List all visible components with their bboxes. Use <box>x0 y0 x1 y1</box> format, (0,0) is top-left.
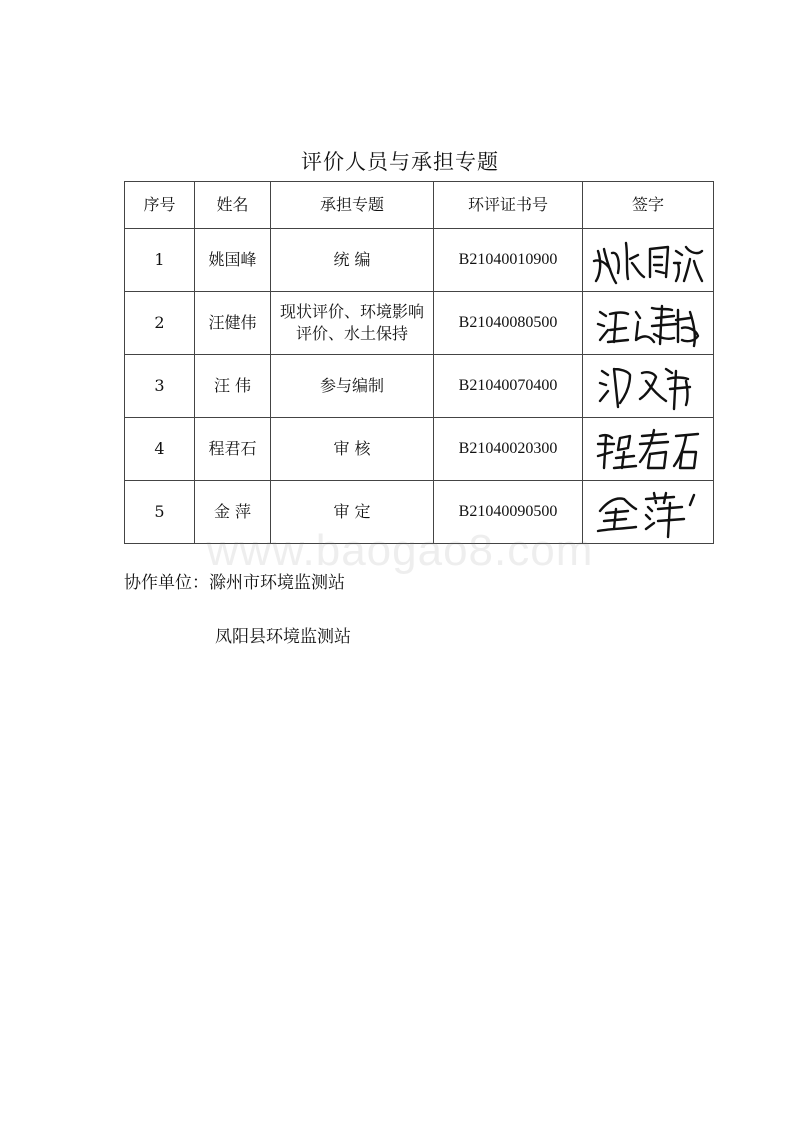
header-topic: 承担专题 <box>271 182 434 229</box>
cell-no: 3 <box>125 355 195 418</box>
cell-topic: 审 定 <box>271 481 434 544</box>
cell-name: 姚国峰 <box>195 229 271 292</box>
cell-name: 汪健伟 <box>195 292 271 355</box>
cell-no: 5 <box>125 481 195 544</box>
cell-topic: 审 核 <box>271 418 434 481</box>
cooperation-unit: 滁州市环境监测站 <box>209 573 345 593</box>
cell-cert: B21040080500 <box>434 292 583 355</box>
page-title: 评价人员与承担专题 <box>301 150 499 174</box>
cell-cert: B21040020300 <box>434 418 583 481</box>
table-row <box>125 355 714 418</box>
cell-topic: 统 编 <box>271 229 434 292</box>
header-name: 姓名 <box>195 182 271 229</box>
cooperation-label: 协作单位： <box>124 573 209 593</box>
cell-no: 2 <box>125 292 195 355</box>
staff-table <box>124 181 714 544</box>
table-row <box>125 418 714 481</box>
header-no: 序号 <box>125 182 195 229</box>
cell-signature <box>583 292 714 355</box>
cell-topic: 现状评价、环境影响评价、水土保持 <box>271 292 434 355</box>
cell-no: 4 <box>125 418 195 481</box>
cell-name: 汪 伟 <box>195 355 271 418</box>
cooperation-units <box>124 568 345 593</box>
cell-name: 程君石 <box>195 418 271 481</box>
signature-image <box>590 296 706 350</box>
header-cert: 环评证书号 <box>434 182 583 229</box>
cell-signature <box>583 418 714 481</box>
cell-cert: B21040070400 <box>434 355 583 418</box>
signature-image <box>590 233 706 287</box>
cell-cert: B21040090500 <box>434 481 583 544</box>
cooperation-unit: 凤阳县环境监测站 <box>215 627 351 647</box>
table-header-row <box>125 182 714 229</box>
table-row <box>125 292 714 355</box>
watermark: www.baogao8.com <box>206 526 594 575</box>
cell-signature <box>583 229 714 292</box>
signature-image <box>590 359 706 413</box>
cell-no: 1 <box>125 229 195 292</box>
signature-image <box>590 422 706 476</box>
cell-topic: 参与编制 <box>271 355 434 418</box>
cell-cert: B21040010900 <box>434 229 583 292</box>
header-signature: 签字 <box>583 182 714 229</box>
cell-signature <box>583 355 714 418</box>
cell-name: 金 萍 <box>195 481 271 544</box>
table-row <box>125 229 714 292</box>
